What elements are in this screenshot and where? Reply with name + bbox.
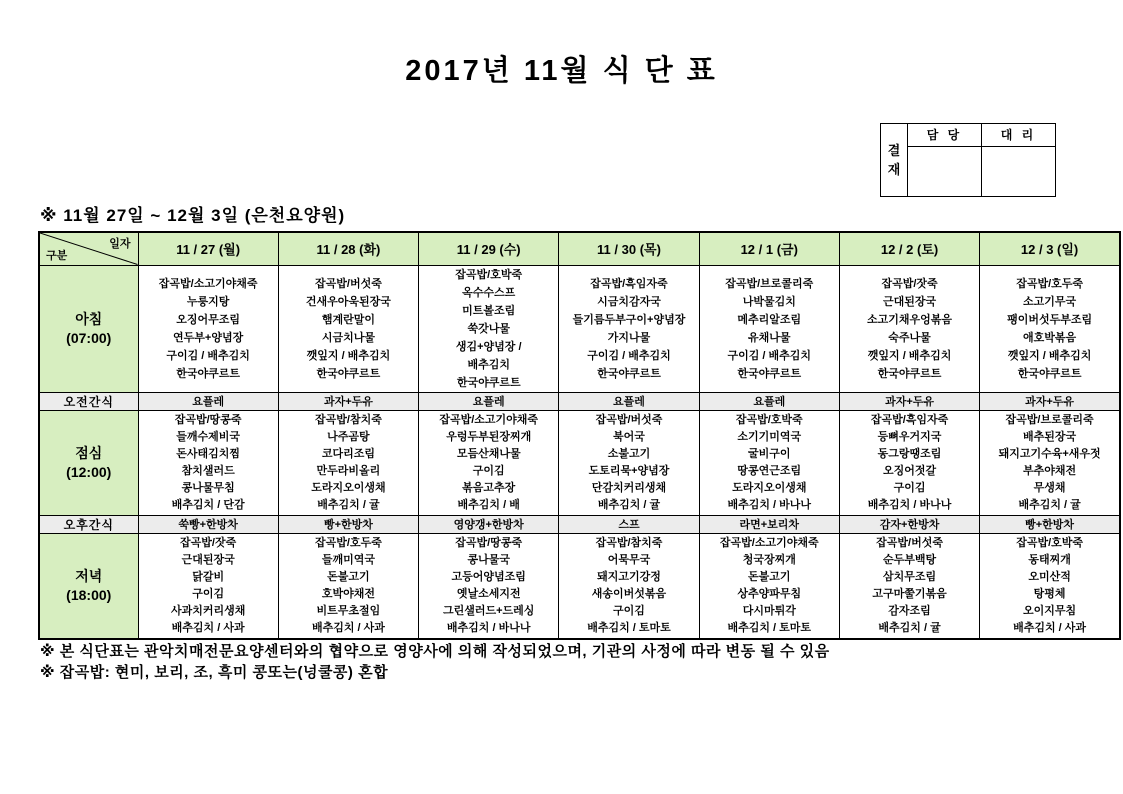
menu-line: 잡곡밥/버섯죽 xyxy=(595,413,663,426)
menu-line: 배추김치 / 토마토 xyxy=(727,621,812,634)
menu-line: 잡곡밥/버섯죽 xyxy=(315,277,382,290)
meal-cell xyxy=(138,265,278,392)
row-label-cell xyxy=(39,533,138,639)
menu-line: 도토리묵+양념장 xyxy=(588,464,670,477)
menu-line: 잡곡밥/땅콩죽 xyxy=(455,536,523,549)
menu-line: 근대된장국 xyxy=(882,295,937,308)
meal-cell xyxy=(699,533,839,639)
menu-line: 구이김 / 배추김치 xyxy=(166,349,250,362)
menu-line: 구이김 / 배추김치 xyxy=(587,349,671,362)
menu-line: 누룽지탕 xyxy=(186,295,230,308)
menu-line: 한국야쿠르트 xyxy=(176,367,241,380)
meal-cell xyxy=(980,265,1120,392)
menu-table xyxy=(38,231,1121,640)
menu-line: 새송이버섯볶음 xyxy=(591,587,667,600)
meal-cell xyxy=(839,533,979,639)
menu-line: 삼치무조림 xyxy=(882,570,937,583)
menu-line: 동태찌개 xyxy=(1028,553,1071,566)
menu-line: 콩나물국 xyxy=(467,553,510,566)
menu-line: 오미산적 xyxy=(1028,570,1071,583)
menu-line: 그린샐러드+드레싱 xyxy=(442,604,535,617)
menu-line: 호박야채전 xyxy=(321,587,375,600)
menu-line: 옥수수스프 xyxy=(462,286,516,299)
meal-cell xyxy=(980,410,1120,515)
table-row xyxy=(39,533,1120,639)
menu-line: 배추김치 / 귤 xyxy=(878,621,941,634)
menu-line: 잡곡밥/소고기야채죽 xyxy=(719,536,819,549)
menu-line: 나박물김치 xyxy=(742,295,796,308)
menu-line: 메추리알조림 xyxy=(737,313,802,326)
menu-line: 오징어젓갈 xyxy=(882,464,937,477)
snack-cell: 빵+한방차 xyxy=(980,515,1120,533)
menu-line: 탕평체 xyxy=(1033,587,1066,600)
menu-line: 잡곡밥/소고기야채죽 xyxy=(158,277,258,290)
snack-cell: 과자+두유 xyxy=(839,392,979,410)
menu-line: 깻잎지 / 배추김치 xyxy=(306,349,391,362)
menu-line: 도라지오이생채 xyxy=(311,481,386,494)
snack-cell: 요플레 xyxy=(138,392,278,410)
menu-line: 만두라비올리 xyxy=(316,464,381,477)
menu-line: 볶음고추장 xyxy=(462,481,516,494)
menu-line: 잡곡밥/호두죽 xyxy=(1016,277,1083,290)
corner-cell xyxy=(39,232,138,265)
menu-line: 깻잎지 / 배추김치 xyxy=(867,349,952,362)
menu-line: 한국야쿠르트 xyxy=(597,367,661,380)
menu-line: 잡곡밥/호박죽 xyxy=(735,413,803,426)
snack-cell: 빵+한방차 xyxy=(278,515,418,533)
row-time-text: (18:00) xyxy=(66,586,112,603)
menu-line: 돼지고기강정 xyxy=(597,570,661,583)
page-title: 2017년 11월 식 단 표 xyxy=(405,55,718,87)
date-header-cell: 11 / 28 (화) xyxy=(278,232,418,265)
menu-line: 건새우아욱된장국 xyxy=(305,295,391,308)
menu-line: 배추된장국 xyxy=(1023,430,1077,443)
menu-line: 오징어무조림 xyxy=(176,313,241,326)
meal-cell xyxy=(699,410,839,515)
menu-line: 구이김 xyxy=(472,464,505,477)
meal-cell xyxy=(419,265,559,392)
menu-line: 우렁두부된장찌개 xyxy=(446,430,532,443)
meal-cell xyxy=(559,265,699,392)
menu-line: 잡곡밥/호두죽 xyxy=(315,536,382,549)
date-header-cell: 12 / 1 (금) xyxy=(699,232,839,265)
menu-line: 굴비구이 xyxy=(748,447,791,460)
menu-line: 잡곡밥/소고기야채죽 xyxy=(439,413,539,426)
menu-line: 한국야쿠르트 xyxy=(1017,367,1082,380)
menu-line: 어묵무국 xyxy=(607,553,651,566)
menu-line: 배추김치 / 배 xyxy=(457,498,520,511)
snack-cell: 감자+한방차 xyxy=(839,515,979,533)
menu-line: 고등어양념조림 xyxy=(451,570,526,583)
row-time-text: (07:00) xyxy=(66,329,112,346)
snack-cell: 라면+보리차 xyxy=(699,515,839,533)
menu-line: 잡곡밥/잣죽 xyxy=(881,277,938,290)
date-header-cell: 11 / 27 (월) xyxy=(138,232,278,265)
menu-line: 비트무초절임 xyxy=(316,604,381,617)
menu-line: 잡곡밥/흑임자죽 xyxy=(590,277,668,290)
menu-line: 청국장찌개 xyxy=(742,553,796,566)
note-line-2: ※ 잡곡밥: 현미, 보리, 조, 흑미 콩또는(넝쿨콩) 혼합 xyxy=(40,664,389,681)
date-header-cell: 11 / 29 (수) xyxy=(419,232,559,265)
menu-line: 배추김치 / 바나나 xyxy=(727,498,812,511)
menu-line: 배추김치 / 단감 xyxy=(171,498,245,511)
table-row xyxy=(39,265,1120,392)
approval-sign-cell-2 xyxy=(982,147,1055,196)
menu-line: 북어국 xyxy=(613,430,645,443)
menu-line: 햄계란말이 xyxy=(321,313,375,326)
row-label-text: 오후간식 xyxy=(63,517,114,532)
meal-cell xyxy=(278,410,418,515)
approval-col-damdang: 담 당 xyxy=(908,124,982,146)
menu-line: 잡곡밥/참치죽 xyxy=(595,536,663,549)
menu-line: 순두부백탕 xyxy=(882,553,937,566)
row-label-text: 저녁 xyxy=(75,567,103,584)
table-row xyxy=(39,410,1120,515)
menu-line: 상추양파무침 xyxy=(737,587,802,600)
menu-line: 팽이버섯두부조림 xyxy=(1007,313,1093,326)
menu-line: 한국야쿠르트 xyxy=(877,367,942,380)
table-header-row xyxy=(39,232,1120,265)
meal-cell xyxy=(419,533,559,639)
snack-cell: 과자+두유 xyxy=(278,392,418,410)
menu-line: 깻잎지 / 배추김치 xyxy=(1007,349,1092,362)
menu-line: 배추김치 / 바나나 xyxy=(867,498,952,511)
menu-line: 동그랑땡조림 xyxy=(877,447,942,460)
week-range-subtitle: ※ 11월 27일 ~ 12월 3일 (은천요양원) xyxy=(40,206,346,225)
menu-line: 잡곡밥/땅콩죽 xyxy=(174,413,242,426)
menu-line: 배추김치 / 귤 xyxy=(317,498,380,511)
approval-sign-cell-1 xyxy=(908,147,982,196)
meal-cell xyxy=(419,410,559,515)
date-header-cell: 12 / 2 (토) xyxy=(839,232,979,265)
menu-line: 들깨수제비국 xyxy=(176,430,241,443)
table-row xyxy=(39,392,1120,410)
snack-cell: 영양갱+한방차 xyxy=(419,515,559,533)
menu-line: 구이김 / 배추김치 xyxy=(727,349,812,362)
menu-line: 생김+양념장 / xyxy=(455,340,522,353)
approval-box xyxy=(880,123,1056,197)
menu-line: 콩나물무침 xyxy=(181,481,235,494)
menu-line: 배추김치 / 귤 xyxy=(1018,498,1081,511)
menu-line: 연두부+양념장 xyxy=(173,331,244,344)
menu-line: 다시마튀각 xyxy=(742,604,796,617)
meal-cell xyxy=(699,265,839,392)
menu-line: 배추김치 / 귤 xyxy=(597,498,661,511)
menu-line: 잡곡밥/호박죽 xyxy=(1016,536,1083,549)
menu-line: 시금치나물 xyxy=(321,331,375,344)
menu-line: 근대된장국 xyxy=(181,553,235,566)
meal-cell xyxy=(278,533,418,639)
note-line-1: ※ 본 식단표는 관악치매전문요양센터와의 협약으로 영양사에 의해 작성되었으며, 기관의 사정에 따라 변동 될 수 있음 xyxy=(40,643,830,660)
menu-line: 잡곡밥/잣죽 xyxy=(180,536,237,549)
menu-line: 한국야쿠르트 xyxy=(737,367,802,380)
menu-line: 코다리조림 xyxy=(321,447,375,460)
menu-line: 도라지오이생채 xyxy=(732,481,807,494)
menu-line: 단감치커리생채 xyxy=(591,481,667,494)
menu-line: 닭갈비 xyxy=(192,570,225,583)
menu-line: 모듬산채나물 xyxy=(456,447,521,460)
row-time-text: (12:00) xyxy=(66,463,112,480)
menu-line: 유채나물 xyxy=(748,331,791,344)
menu-line: 돈불고기 xyxy=(748,570,791,583)
meal-cell xyxy=(278,265,418,392)
approval-side-label: 결재 xyxy=(881,124,908,196)
menu-line: 잡곡밥/참치죽 xyxy=(315,413,382,426)
snack-cell: 요플레 xyxy=(559,392,699,410)
menu-line: 등뼈우거지국 xyxy=(877,430,942,443)
menu-line: 잡곡밥/호박죽 xyxy=(455,268,523,281)
menu-line: 사과치커리생채 xyxy=(170,604,246,617)
row-label-cell xyxy=(39,515,138,533)
menu-line: 애호박볶음 xyxy=(1023,331,1077,344)
menu-line: 배추김치 xyxy=(467,358,510,371)
menu-line: 쑥갓나물 xyxy=(467,322,510,335)
approval-main xyxy=(908,124,1055,196)
menu-line: 소불고기 xyxy=(607,447,651,460)
menu-line: 구이김 xyxy=(192,587,225,600)
menu-line: 감자조림 xyxy=(888,604,931,617)
menu-line: 오이지무침 xyxy=(1023,604,1077,617)
row-label-cell xyxy=(39,265,138,392)
corner-label-category: 구분 xyxy=(46,249,68,262)
menu-line: 배추김치 / 사과 xyxy=(1013,621,1087,634)
menu-table-body xyxy=(39,232,1120,639)
menu-line: 잡곡밥/흑임자죽 xyxy=(870,413,949,426)
menu-line: 배추김치 / 토마토 xyxy=(587,621,671,634)
snack-cell: 쑥빵+한방차 xyxy=(138,515,278,533)
menu-line: 들기름두부구이+양념장 xyxy=(572,313,686,326)
menu-line: 잡곡밥/브로콜리죽 xyxy=(1005,413,1094,426)
row-label-text: 오전간식 xyxy=(63,394,114,409)
menu-line: 돼지고기수육+새우젓 xyxy=(998,447,1101,460)
menu-line: 소고기무국 xyxy=(1023,295,1077,308)
meal-cell xyxy=(839,265,979,392)
menu-line: 배추김치 / 사과 xyxy=(171,621,245,634)
menu-line: 잡곡밥/버섯죽 xyxy=(876,536,943,549)
menu-line: 들깨미역국 xyxy=(321,553,375,566)
meal-cell xyxy=(980,533,1120,639)
menu-line: 잡곡밥/브로콜리죽 xyxy=(725,277,814,290)
date-header-cell: 12 / 3 (일) xyxy=(980,232,1120,265)
menu-line: 배추김치 / 사과 xyxy=(311,621,385,634)
menu-line: 옛날소세지전 xyxy=(456,587,521,600)
row-label-cell xyxy=(39,392,138,410)
footer-notes xyxy=(40,641,830,683)
row-label-text: 아침 xyxy=(75,310,103,327)
menu-line: 배추김치 / 바나나 xyxy=(446,621,531,634)
approval-header xyxy=(908,124,1055,147)
meal-cell xyxy=(559,533,699,639)
menu-line: 무생채 xyxy=(1033,481,1066,494)
menu-line: 참치샐러드 xyxy=(181,464,235,477)
menu-line: 숙주나물 xyxy=(888,331,931,344)
menu-line: 땅콩연근조림 xyxy=(737,464,802,477)
meal-cell xyxy=(559,410,699,515)
menu-line: 부추야채전 xyxy=(1023,464,1077,477)
menu-line: 한국야쿠르트 xyxy=(456,376,521,389)
meal-cell xyxy=(839,410,979,515)
menu-line: 돈불고기 xyxy=(327,570,370,583)
snack-cell: 과자+두유 xyxy=(980,392,1120,410)
menu-line: 고구마쭐기볶음 xyxy=(872,587,947,600)
meal-cell xyxy=(138,533,278,639)
snack-cell: 요플레 xyxy=(699,392,839,410)
menu-line: 시금치감자국 xyxy=(597,295,661,308)
approval-body xyxy=(908,147,1055,196)
snack-cell: 요플레 xyxy=(419,392,559,410)
approval-col-daeri: 대 리 xyxy=(1000,128,1037,142)
menu-line: 소기기미역국 xyxy=(737,430,802,443)
menu-line: 한국야쿠르트 xyxy=(316,367,381,380)
row-label-cell xyxy=(39,410,138,515)
menu-line: 구이김 xyxy=(893,481,926,494)
row-label-text: 점심 xyxy=(75,444,103,461)
menu-line: 미트볼조림 xyxy=(462,304,516,317)
menu-line: 돈사태김치찜 xyxy=(176,447,241,460)
snack-cell: 스프 xyxy=(559,515,699,533)
menu-line: 구이김 xyxy=(613,604,645,617)
meal-cell xyxy=(138,410,278,515)
date-header-cell: 11 / 30 (목) xyxy=(559,232,699,265)
corner-label-date: 일자 xyxy=(109,238,131,250)
table-row xyxy=(39,515,1120,533)
menu-line: 나주곰탕 xyxy=(327,430,370,443)
menu-line: 소고기채우엉볶음 xyxy=(867,313,953,326)
menu-line: 가지나물 xyxy=(607,331,651,344)
